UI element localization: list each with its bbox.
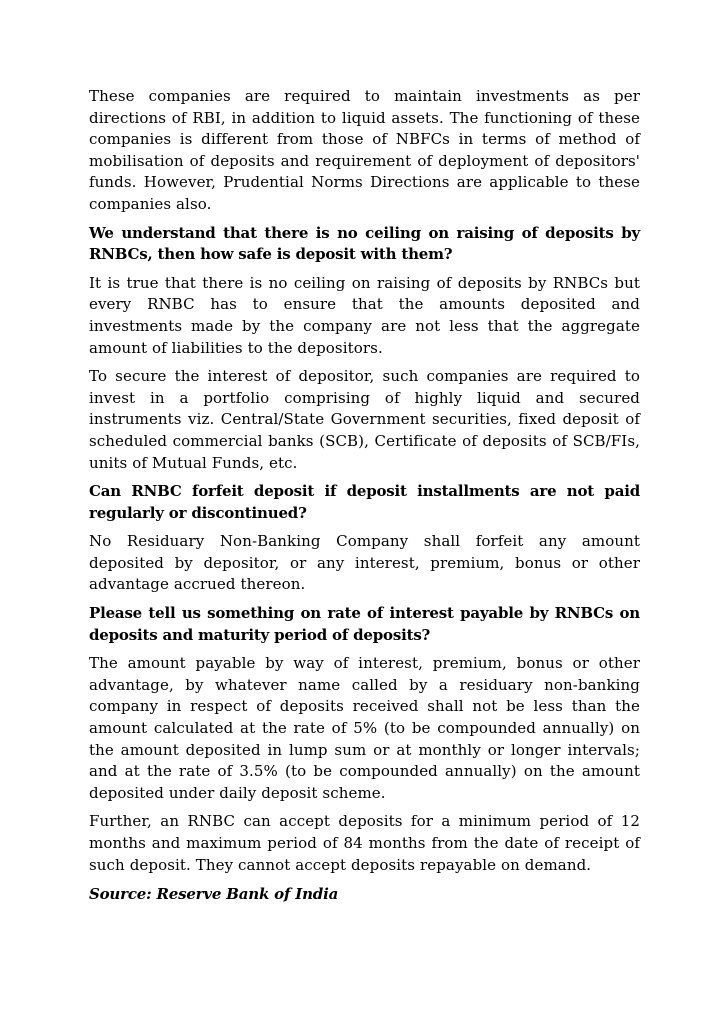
question-deposit-safety: We understand that there is no ceiling on raising of deposits by RNBCs, then how safe is deposit with them? [89,223,640,264]
source-citation: Source: Reserve Bank of India [89,885,339,904]
paragraph-secure-interest: To secure the interest of depositor, such companies are required to invest in a portfolio comprising of highly liquid and secured instruments viz. Central/State Government securities, fixed deposit of scheduled commercial banks (SCB), Certificate of deposits of SCB/FIs, units of Mutual Funds, etc. [89,367,640,472]
answer-forfeit-deposit: No Residuary Non-Banking Company shall forfeit any amount deposited by depositor, or any interest, premium, bonus or other advantage accrued thereon. [89,532,640,594]
question-forfeit-deposit: Can RNBC forfeit deposit if deposit installments are not paid regularly or discontinued? [89,482,640,522]
answer-rate-of-interest: The amount payable by way of interest, premium, bonus or other advantage, by whatever name called by a residuary non-banking company in respect of deposits received shall not be less than the amount calculated at the rate of 5% (to be compounded annually) on the amount deposited in lump sum or at monthly or longer intervals; and at the rate of 3.5% (to be compounded annually) on the amount deposited under daily deposit scheme. [89,654,640,802]
question-rate-of-interest: Please tell us something on rate of interest payable by RNBCs on deposits and maturity period of deposits? [89,604,640,644]
paragraph-investment-requirements: These companies are required to maintain investments as per directions of RBI, in addition to liquid assets. The functioning of these companies is different from those of NBFCs in terms of method of mobilisation of deposits and requirement of deployment of depositors' funds. However, Prudential Norms Directions are applicable to these companies also. [89,87,640,213]
paragraph-maturity-period: Further, an RNBC can accept deposits for a minimum period of 12 months and maximum period of 84 months from the date of receipt of such deposit. They cannot accept deposits repayable on demand. [89,812,640,874]
answer-deposit-safety: It is true that there is no ceiling on raising of deposits by RNBCs but every RNBC has to ensure that the amounts deposited and investments made by the company are not less that the aggregate amount of liabilities to the depositors. [89,273,640,357]
document-page [89,86,640,906]
